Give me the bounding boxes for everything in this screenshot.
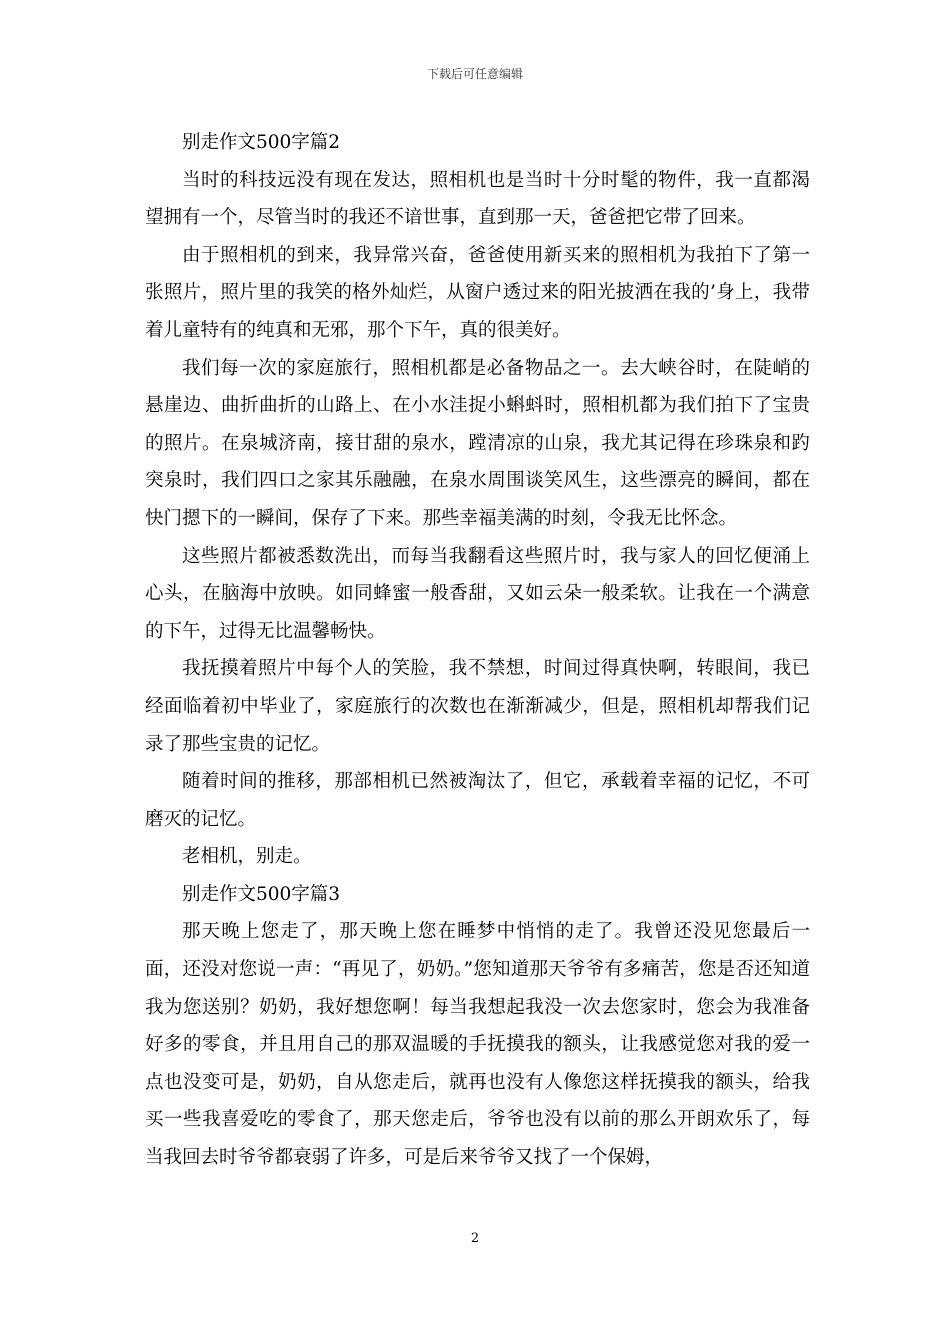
page-number: 2 xyxy=(470,1231,480,1246)
paragraph: 那天晚上您走了，那天晚上您在睡梦中悄悄的走了。我曾还没见您最后一面，还没对您说一声：“再见了，奶奶。”您知道那天爷爷有多痛苦，您是否还知道我为您送别？奶奶，我好想您啊！每当我想起我没一次去您家时，您会为我准备好多的零食，并且用自己的那双温暖的手抚摸我的额头，让我感觉您对我的爱一点也没变可是，奶奶，自从您走后，就再也没有人像您这样抚摸我的额头，给我买一些我喜爱吃的零食了，那天您走后，爷爷也没有以前的那么开朗欢乐了，每当我回去时爷爷都衰弱了许多，可是后来爷爷又找了一个保姆， xyxy=(145,921,810,1169)
section-heading: 别走作文500字篇2 xyxy=(182,132,341,153)
section-heading: 别走作文500字篇3 xyxy=(182,883,341,905)
paragraph: 老相机，别走。 xyxy=(182,846,312,868)
document-body xyxy=(145,124,810,1177)
paragraph: 我抚摸着照片中每个人的笑脸，我不禁想，时间过得真快啊，转眼间，我已经面临着初中毕业了，家庭旅行的次数也在渐渐减少，但是，照相机却帮我们记录了那些宝贵的记忆。 xyxy=(145,658,810,755)
page-header: 下载后可任意编辑 xyxy=(426,67,523,81)
paragraph: 随着时间的推移，那部相机已然被淘汰了，但它，承载着幸福的记忆，不可磨灭的记忆。 xyxy=(145,771,810,830)
paragraph: 这些照片都被悉数洗出，而每当我翻看这些照片时，我与家人的回忆便涌上心头，在脑海中放映。如同蜂蜜一般香甜，又如云朵一般柔软。让我在一个满意的下午，过得无比温馨畅快。 xyxy=(145,545,810,642)
paragraph: 我们每一次的家庭旅行，照相机都是必备物品之一。去大峡谷时，在陡峭的悬崖边、曲折曲折的山路上、在小水洼捉小蝌蚪时，照相机都为我们拍下了宝贵的照片。在泉城济南，接甘甜的泉水，蹚清凉的山泉，我尤其记得在珍珠泉和趵突泉时，我们四口之家其乐融融，在泉水周围谈笑风生，这些漂亮的瞬间，都在快门摁下的一瞬间，保存了下来。那些幸福美满的时刻，令我无比怀念。 xyxy=(145,357,810,529)
paragraph: 当时的科技远没有现在发达，照相机也是当时十分时髦的物件，我一直都渴望拥有一个，尽管当时的我还不谙世事，直到那一天，爸爸把它带了回来。 xyxy=(145,169,810,229)
paragraph: 由于照相机的到来，我异常兴奋，爸爸使用新买来的照相机为我拍下了第一张照片，照片里的我笑的格外灿烂，从窗户透过来的阳光披洒在我的’身上，我带着儿童特有的纯真和无邪，那个下午，真的很美好。 xyxy=(145,244,810,341)
